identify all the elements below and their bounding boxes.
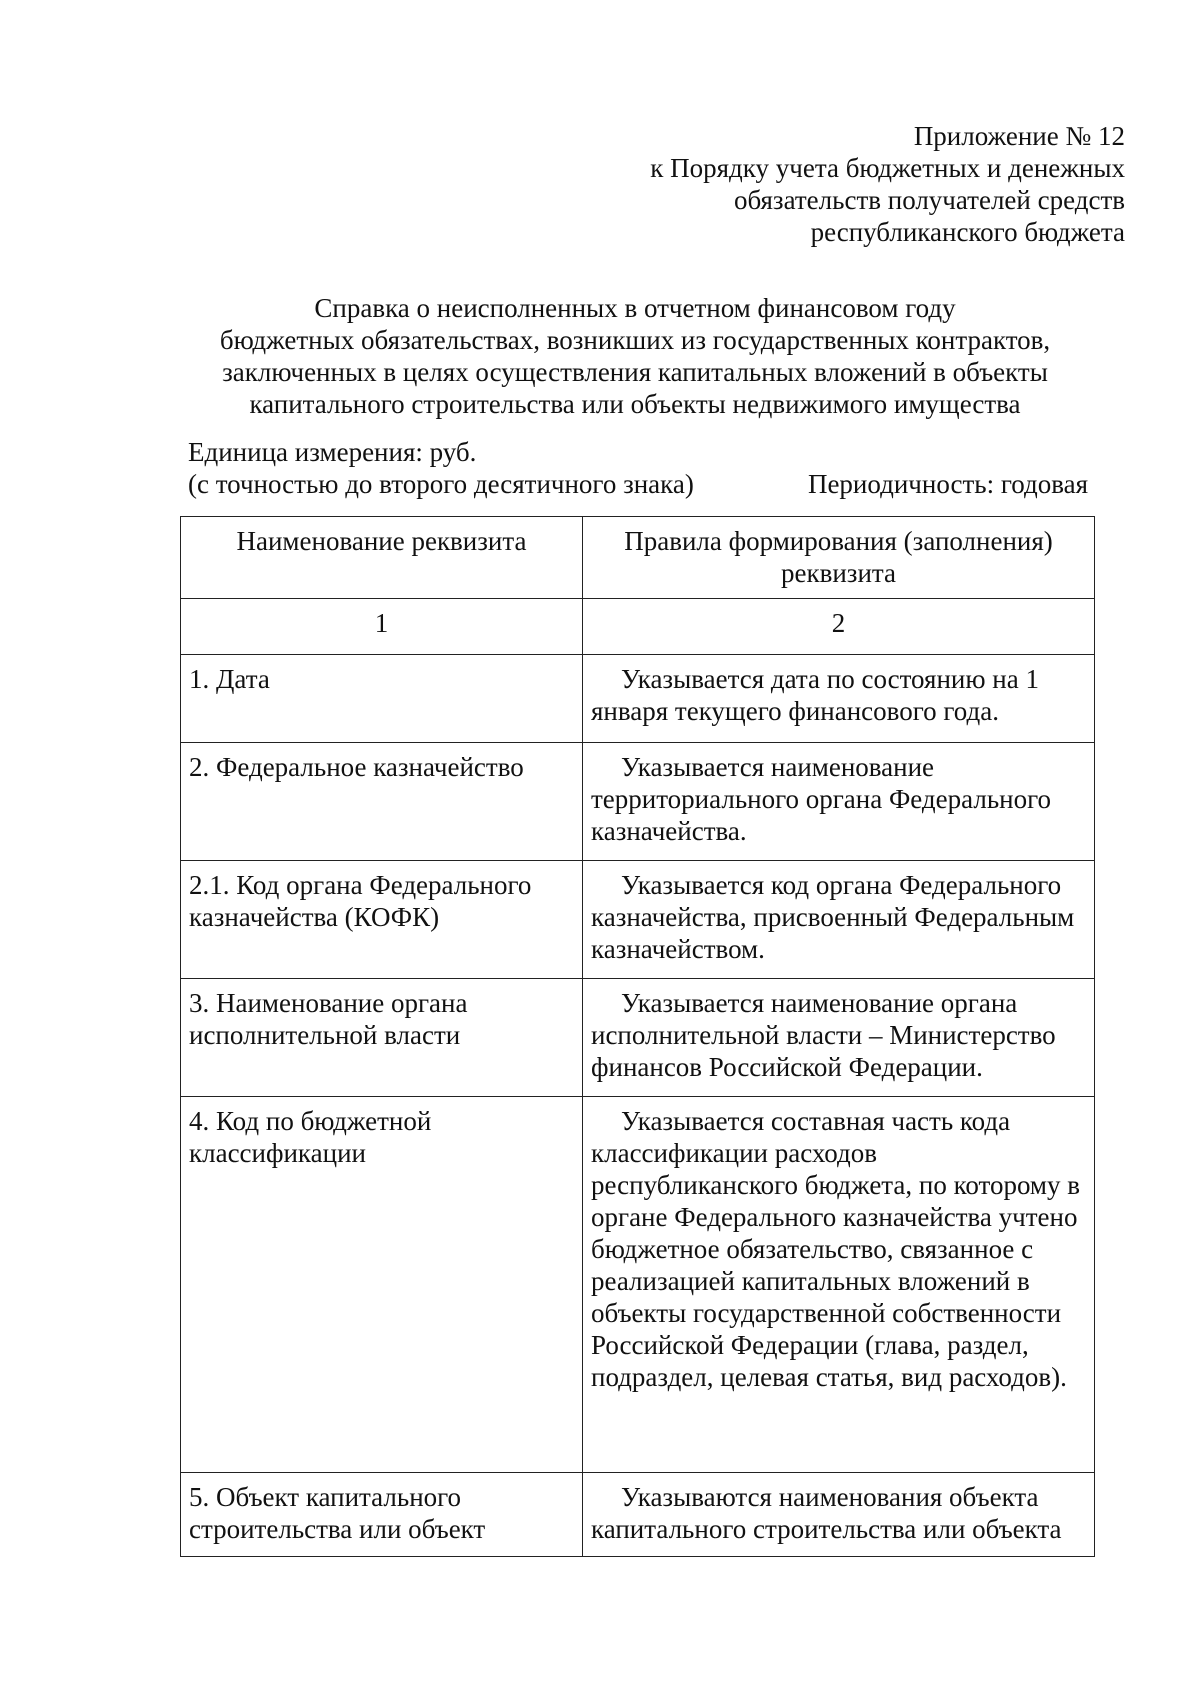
table-row	[181, 861, 1095, 979]
requisite-name: 1. Дата	[181, 655, 583, 743]
requisite-name: 4. Код по бюджетной классификации	[181, 1097, 583, 1473]
requisites-table	[180, 516, 1095, 1557]
title-line: заключенных в целях осуществления капитальных вложений в объекты	[222, 357, 1048, 387]
requisite-name: 2.1. Код органа Федерального казначейства (КОФК)	[181, 861, 583, 979]
appendix-line: республиканского бюджета	[810, 217, 1125, 247]
table-row	[181, 743, 1095, 861]
document-meta	[188, 436, 1088, 500]
periodicity: Периодичность: годовая	[807, 469, 1088, 499]
column-number: 1	[181, 599, 583, 655]
column-number-row	[181, 599, 1095, 655]
appendix-header	[485, 120, 1125, 248]
title-line: капитального строительства или объекты недвижимого имущества	[249, 389, 1021, 419]
appendix-number: Приложение № 12	[913, 121, 1125, 151]
title-line: Справка о неисполненных в отчетном финансовом году	[314, 293, 956, 323]
precision-note: (с точностью до второго десятичного знака)	[188, 469, 694, 499]
appendix-line: обязательств получателей средств	[733, 185, 1125, 215]
unit-of-measure: Единица измерения: руб.	[188, 437, 477, 467]
requisite-rule: Указывается составная часть кода классификации расходов республиканского бюджета, по которому в органе Федерального казначейства учтено бюджетное обязательство, связанное с реализацией капитальных вложений в объекты государственной собственности Российской Федерации (глава, раздел, подраздел, целевая статья, вид расходов).	[583, 1097, 1095, 1473]
column-header-name: Наименование реквизита	[181, 517, 583, 599]
requisite-name: 2. Федеральное казначейство	[181, 743, 583, 861]
table-row	[181, 655, 1095, 743]
title-line: бюджетных обязательствах, возникших из государственных контрактов,	[219, 325, 1051, 355]
table-row	[181, 979, 1095, 1097]
table-row	[181, 1097, 1095, 1473]
requisite-name: 3. Наименование органа исполнительной власти	[181, 979, 583, 1097]
requisite-name: 5. Объект капитального строительства или объект	[181, 1473, 583, 1557]
requisite-rule: Указывается дата по состоянию на 1 января текущего финансового года.	[583, 655, 1095, 743]
table-row	[181, 1473, 1095, 1557]
document-title	[180, 292, 1090, 420]
requisite-rule: Указывается наименование органа исполнительной власти – Министерство финансов Российской Федерации.	[583, 979, 1095, 1097]
table-header-row	[181, 517, 1095, 599]
appendix-line: к Порядку учета бюджетных и денежных	[650, 153, 1125, 183]
requisite-rule: Указывается код органа Федерального казначейства, присвоенный Федеральным казначейством.	[583, 861, 1095, 979]
requisite-rule: Указываются наименования объекта капитального строительства или объекта	[583, 1473, 1095, 1557]
column-header-rule: Правила формирования (заполнения) реквизита	[583, 517, 1095, 599]
requisite-rule: Указывается наименование территориального органа Федерального казначейства.	[583, 743, 1095, 861]
column-number: 2	[583, 599, 1095, 655]
